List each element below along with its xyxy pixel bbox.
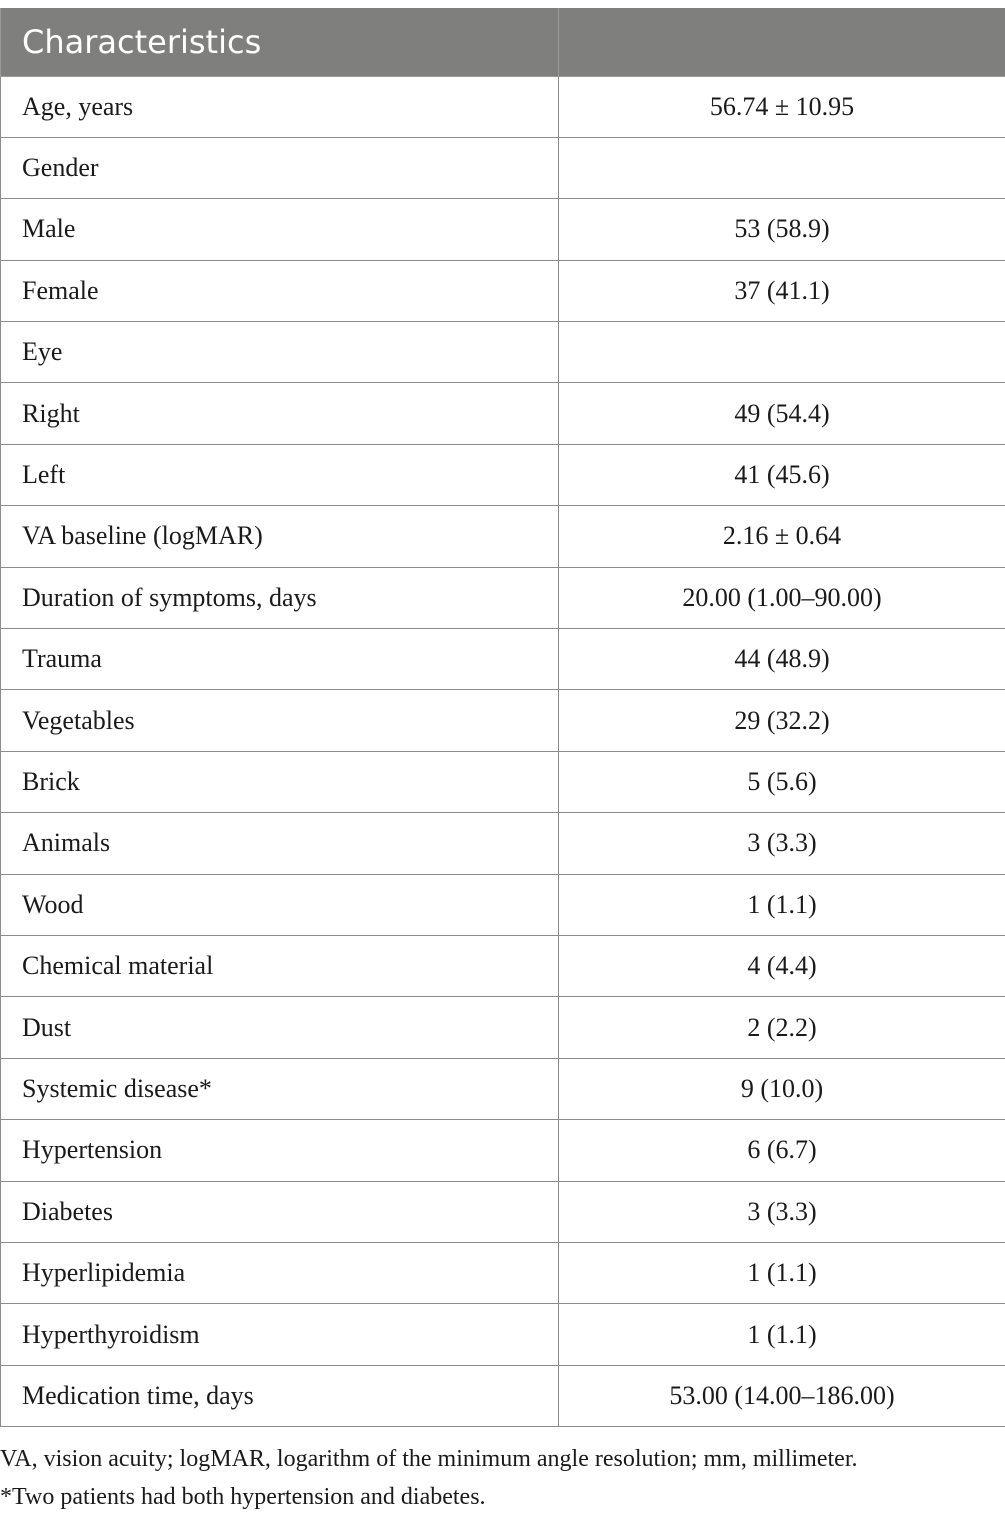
row-value: 2 (2.2) xyxy=(559,997,1005,1058)
row-label: Right xyxy=(1,383,559,444)
table-footnotes xyxy=(0,1440,1005,1516)
row-value: 2.16 ± 0.64 xyxy=(559,506,1005,567)
table-row xyxy=(1,76,1005,137)
row-value: 44 (48.9) xyxy=(559,629,1005,690)
row-label: Brick xyxy=(1,751,559,812)
table-row xyxy=(1,137,1005,198)
table-row xyxy=(1,1304,1005,1365)
row-value: 1 (1.1) xyxy=(559,1242,1005,1303)
table-row xyxy=(1,813,1005,874)
table-row xyxy=(1,629,1005,690)
row-value: 3 (3.3) xyxy=(559,813,1005,874)
table-row xyxy=(1,874,1005,935)
table-row xyxy=(1,260,1005,321)
row-label: Wood xyxy=(1,874,559,935)
row-label: VA baseline (logMAR) xyxy=(1,506,559,567)
row-value: 1 (1.1) xyxy=(559,874,1005,935)
row-label: Gender xyxy=(1,137,559,198)
row-label: Duration of symptoms, days xyxy=(1,567,559,628)
table-row xyxy=(1,506,1005,567)
row-value xyxy=(559,137,1005,198)
table-row xyxy=(1,383,1005,444)
footnote-asterisk: *Two patients had both hypertension and diabetes. xyxy=(0,1484,486,1510)
table-row xyxy=(1,935,1005,996)
row-label: Trauma xyxy=(1,629,559,690)
row-value: 3 (3.3) xyxy=(559,1181,1005,1242)
row-value: 49 (54.4) xyxy=(559,383,1005,444)
row-label: Age, years xyxy=(1,76,559,137)
row-value: 53 (58.9) xyxy=(559,199,1005,260)
table-row xyxy=(1,1120,1005,1181)
row-label: Dust xyxy=(1,997,559,1058)
row-value: 4 (4.4) xyxy=(559,935,1005,996)
row-label: Medication time, days xyxy=(1,1365,559,1426)
table-row xyxy=(1,1242,1005,1303)
row-label: Vegetables xyxy=(1,690,559,751)
row-label: Female xyxy=(1,260,559,321)
row-value: 9 (10.0) xyxy=(559,1058,1005,1119)
row-value: 29 (32.2) xyxy=(559,690,1005,751)
row-value: 41 (45.6) xyxy=(559,444,1005,505)
row-label: Animals xyxy=(1,813,559,874)
row-label: Hypertension xyxy=(1,1120,559,1181)
table-row xyxy=(1,1181,1005,1242)
row-label: Hyperlipidemia xyxy=(1,1242,559,1303)
table-header-row xyxy=(1,8,1005,76)
table-row xyxy=(1,1365,1005,1426)
row-label: Systemic disease* xyxy=(1,1058,559,1119)
table-row xyxy=(1,997,1005,1058)
row-label: Eye xyxy=(1,322,559,383)
row-label: Hyperthyroidism xyxy=(1,1304,559,1365)
header-characteristics: Characteristics xyxy=(1,8,559,76)
row-value: 1 (1.1) xyxy=(559,1304,1005,1365)
row-value: 20.00 (1.00–90.00) xyxy=(559,567,1005,628)
table-row xyxy=(1,751,1005,812)
row-label: Diabetes xyxy=(1,1181,559,1242)
row-value: 37 (41.1) xyxy=(559,260,1005,321)
table-row xyxy=(1,690,1005,751)
footnote-abbreviations: VA, vision acuity; logMAR, logarithm of the minimum angle resolution; mm, millimeter. xyxy=(0,1446,858,1472)
row-label: Left xyxy=(1,444,559,505)
characteristics-table xyxy=(0,8,1005,1427)
table-row xyxy=(1,1058,1005,1119)
header-value xyxy=(559,8,1005,76)
row-value: 6 (6.7) xyxy=(559,1120,1005,1181)
table-row xyxy=(1,567,1005,628)
table-row xyxy=(1,322,1005,383)
row-value xyxy=(559,322,1005,383)
row-value: 56.74 ± 10.95 xyxy=(559,76,1005,137)
row-label: Male xyxy=(1,199,559,260)
characteristics-table-container xyxy=(0,8,1005,1427)
row-value: 5 (5.6) xyxy=(559,751,1005,812)
table-row xyxy=(1,444,1005,505)
table-row xyxy=(1,199,1005,260)
row-label: Chemical material xyxy=(1,935,559,996)
row-value: 53.00 (14.00–186.00) xyxy=(559,1365,1005,1426)
